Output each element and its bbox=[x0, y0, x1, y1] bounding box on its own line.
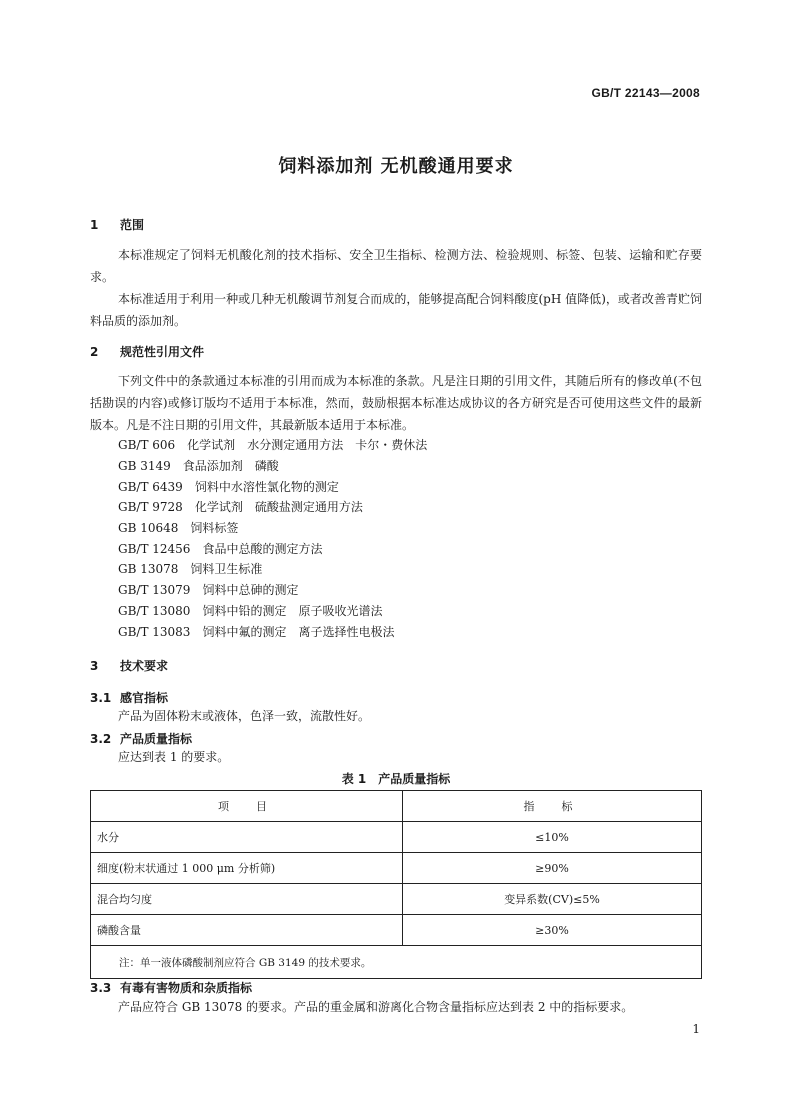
ref-title: 食品添加剂 bbox=[182, 459, 243, 473]
table-cell-item: 细度(粉末状通过 1 000 μm 分析筛) bbox=[91, 853, 403, 884]
paragraph: 下列文件中的条款通过本标准的引用而成为本标准的条款。凡是注日期的引用文件，其随后所有的修改单(不包括勘误的内容)或修订版均不适用于本标准，然而，鼓励根据本标准达成协议的各方研究是否可使用这些文件的最新版本。凡是不注日期的引用文件，其最新版本适用于本标准。 bbox=[90, 374, 702, 432]
ref-subtitle: 磷酸 bbox=[254, 459, 279, 473]
table-cell-value: 变异系数(CV)≤5% bbox=[403, 884, 702, 915]
section-3-heading bbox=[90, 657, 168, 674]
ref-title: 饲料中总砷的测定 bbox=[202, 583, 299, 597]
ref-code: GB/T 12456 bbox=[118, 542, 191, 556]
table-note-row bbox=[91, 946, 702, 979]
table-cell-item: 磷酸含量 bbox=[91, 915, 403, 946]
ref-code: GB 3149 bbox=[118, 459, 171, 473]
page-number: 1 bbox=[692, 1022, 700, 1036]
reference-item bbox=[118, 478, 351, 495]
ref-subtitle: 原子吸收光谱法 bbox=[298, 604, 383, 618]
ref-code: GB 10648 bbox=[118, 521, 179, 535]
ref-code: GB/T 606 bbox=[118, 438, 176, 452]
table-row bbox=[91, 884, 702, 915]
document-title: 饲料添加剂 无机酸通用要求 bbox=[278, 156, 514, 177]
ref-title: 饲料标签 bbox=[190, 521, 239, 535]
table-row bbox=[91, 915, 702, 946]
paragraph: 产品应符合 GB 13078 的要求。产品的重金属和游离化合物含量指标应达到表 2 中的指标要求。 bbox=[118, 1000, 634, 1014]
section-title: 范围 bbox=[120, 218, 145, 232]
column-header-indicator: 指 标 bbox=[403, 791, 702, 822]
ref-code: GB 13078 bbox=[118, 562, 179, 576]
reference-item bbox=[118, 498, 363, 515]
ref-subtitle: 水分测定通用方法 卡尔・费休法 bbox=[247, 438, 428, 452]
section-number: 3 bbox=[90, 659, 99, 673]
section-number: 2 bbox=[90, 345, 99, 359]
section-2-heading bbox=[90, 343, 204, 360]
subsection-3-1-heading bbox=[90, 689, 168, 706]
quality-table bbox=[90, 790, 702, 979]
ref-code: GB/T 6439 bbox=[118, 480, 183, 494]
subsection-3-3-heading bbox=[90, 979, 252, 996]
paragraph: 本标准规定了饲料无机酸化剂的技术指标、安全卫生指标、检测方法、检验规则、标签、包装、运输和贮存要求。 bbox=[90, 248, 702, 284]
table-cell-item: 水分 bbox=[91, 822, 403, 853]
ref-code: GB/T 13083 bbox=[118, 625, 191, 639]
table-cell-value: ≤10% bbox=[403, 822, 702, 853]
section-title: 产品质量指标 bbox=[120, 732, 193, 746]
reference-item bbox=[118, 457, 279, 474]
paragraph: 产品为固体粉末或液体，色泽一致，流散性好。 bbox=[118, 709, 371, 723]
section-number: 3.1 bbox=[90, 691, 112, 705]
reference-item bbox=[118, 560, 274, 577]
reference-item bbox=[118, 581, 310, 598]
reference-item bbox=[118, 519, 250, 536]
ref-subtitle: 硫酸盐测定通用方法 bbox=[254, 500, 363, 514]
ref-title: 化学试剂 bbox=[194, 500, 243, 514]
paragraph: 本标准适用于利用一种或几种无机酸调节剂复合而成的，能够提高配合饲料酸度(pH 值降低)，或者改善青贮饲料品质的添加剂。 bbox=[90, 292, 702, 328]
table-row bbox=[91, 853, 702, 884]
section-number: 3.2 bbox=[90, 732, 112, 746]
paragraph: 应达到表 1 的要求。 bbox=[118, 750, 230, 764]
ref-code: GB/T 9728 bbox=[118, 500, 183, 514]
section-title: 有毒有害物质和杂质指标 bbox=[120, 981, 253, 995]
ref-code: GB/T 13080 bbox=[118, 604, 191, 618]
reference-item bbox=[118, 623, 394, 640]
standard-code: GB/T 22143—2008 bbox=[591, 86, 700, 100]
ref-title: 饲料中铅的测定 bbox=[202, 604, 287, 618]
section-title: 规范性引用文件 bbox=[120, 345, 205, 359]
section-title: 感官指标 bbox=[120, 691, 169, 705]
ref-title: 饲料卫生标准 bbox=[190, 562, 263, 576]
table-cell-value: ≥30% bbox=[403, 915, 702, 946]
section-number: 1 bbox=[90, 218, 99, 232]
table-note: 注：单一液体磷酸制剂应符合 GB 3149 的技术要求。 bbox=[91, 946, 702, 979]
reference-item bbox=[118, 436, 427, 453]
reference-item bbox=[118, 540, 334, 557]
ref-subtitle: 离子选择性电极法 bbox=[298, 625, 395, 639]
table-header-row bbox=[91, 791, 702, 822]
ref-title: 饲料中氟的测定 bbox=[202, 625, 287, 639]
ref-code: GB/T 13079 bbox=[118, 583, 191, 597]
ref-title: 饲料中水溶性氯化物的测定 bbox=[194, 480, 339, 494]
column-header-item: 项 目 bbox=[91, 791, 403, 822]
section-title: 技术要求 bbox=[120, 659, 169, 673]
table-cell-item: 混合均匀度 bbox=[91, 884, 403, 915]
ref-title: 化学试剂 bbox=[187, 438, 236, 452]
subsection-3-2-heading bbox=[90, 730, 192, 747]
table-cell-value: ≥90% bbox=[403, 853, 702, 884]
section-number: 3.3 bbox=[90, 981, 112, 995]
ref-title: 食品中总酸的测定方法 bbox=[202, 542, 323, 556]
reference-item bbox=[118, 602, 382, 619]
section-1-heading bbox=[90, 216, 144, 233]
table-caption: 表 1 产品质量指标 bbox=[341, 772, 451, 786]
table-row bbox=[91, 822, 702, 853]
